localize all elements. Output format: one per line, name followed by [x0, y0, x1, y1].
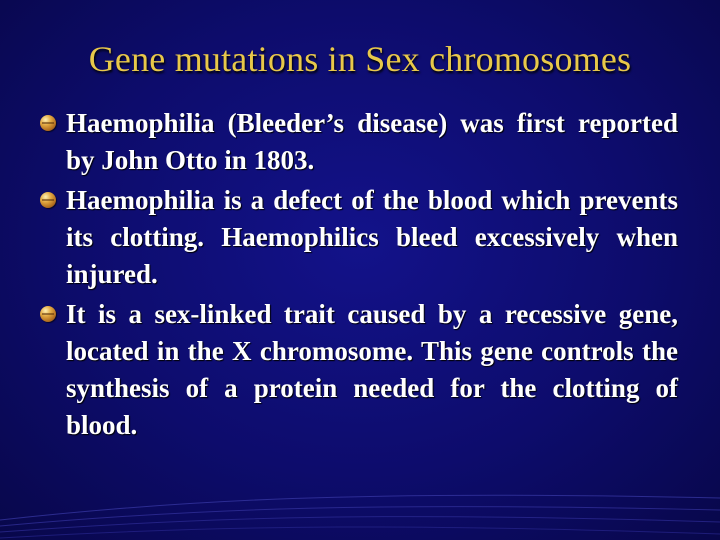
bullet-text: It is a sex-linked trait caused by a recessive gene, located in the X chromosome. This gene controls the synthesis of a protein needed for the clotting of blood. — [66, 299, 678, 440]
bullet-item — [40, 296, 678, 444]
round-bullet-icon — [40, 115, 56, 131]
decorative-bottom-lines — [0, 480, 720, 540]
bullet-item — [40, 182, 678, 293]
bullet-text: Haemophilia is a defect of the blood which prevents its clotting. Haemophilics bleed excessively when injured. — [66, 185, 678, 289]
slide-title: Gene mutations in Sex chromosomes — [88, 39, 632, 79]
bullet-item — [40, 105, 678, 179]
round-bullet-icon — [40, 306, 56, 322]
bullet-text: Haemophilia (Bleeder’s disease) was first reported by John Otto in 1803. — [66, 108, 678, 175]
round-bullet-icon — [40, 192, 56, 208]
bullet-list — [40, 105, 678, 447]
